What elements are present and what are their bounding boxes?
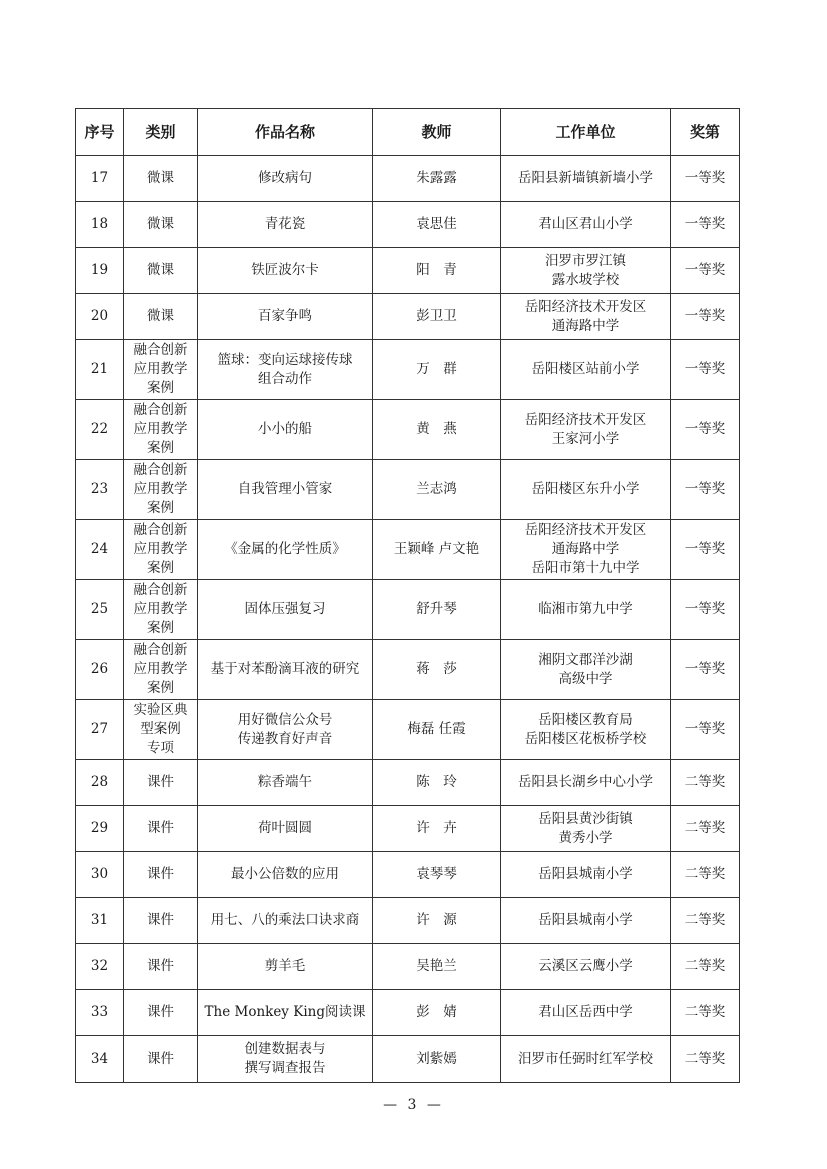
cell-no: 33 — [76, 990, 124, 1036]
cell-category: 微课 — [124, 156, 198, 202]
cell-unit: 岳阳楼区教育局 岳阳楼区花板桥学校 — [501, 700, 671, 760]
table-row — [76, 202, 740, 248]
cell-award: 二等奖 — [671, 990, 740, 1036]
cell-award: 二等奖 — [671, 852, 740, 898]
cell-teacher: 许 源 — [373, 898, 501, 944]
table-row — [76, 460, 740, 520]
cell-no: 18 — [76, 202, 124, 248]
cell-unit: 岳阳县城南小学 — [501, 852, 671, 898]
cell-no: 24 — [76, 520, 124, 580]
cell-no: 22 — [76, 400, 124, 460]
cell-teacher: 彭卫卫 — [373, 294, 501, 340]
cell-award: 二等奖 — [671, 760, 740, 806]
cell-award: 一等奖 — [671, 202, 740, 248]
cell-award: 一等奖 — [671, 700, 740, 760]
cell-title: 剪羊毛 — [198, 944, 373, 990]
cell-award: 二等奖 — [671, 944, 740, 990]
cell-unit: 君山区君山小学 — [501, 202, 671, 248]
cell-no: 30 — [76, 852, 124, 898]
header-title: 作品名称 — [198, 109, 373, 156]
table-row — [76, 852, 740, 898]
table-row — [76, 760, 740, 806]
cell-teacher: 王颖峰 卢文艳 — [373, 520, 501, 580]
cell-no: 19 — [76, 248, 124, 294]
cell-title: 荷叶圆圆 — [198, 806, 373, 852]
cell-unit: 岳阳县城南小学 — [501, 898, 671, 944]
header-teacher: 教师 — [373, 109, 501, 156]
cell-category: 课件 — [124, 1036, 198, 1083]
cell-title: 固体压强复习 — [198, 580, 373, 640]
cell-category: 课件 — [124, 898, 198, 944]
cell-title: 《金属的化学性质》 — [198, 520, 373, 580]
cell-award: 一等奖 — [671, 156, 740, 202]
cell-award: 一等奖 — [671, 640, 740, 700]
cell-category: 课件 — [124, 760, 198, 806]
cell-unit: 岳阳经济技术开发区 通海路中学 — [501, 294, 671, 340]
cell-unit: 岳阳楼区东升小学 — [501, 460, 671, 520]
cell-unit: 岳阳经济技术开发区 王家河小学 — [501, 400, 671, 460]
cell-award: 二等奖 — [671, 806, 740, 852]
cell-category: 课件 — [124, 852, 198, 898]
cell-teacher: 朱露露 — [373, 156, 501, 202]
table-row — [76, 520, 740, 580]
cell-title: 粽香端午 — [198, 760, 373, 806]
cell-title: 最小公倍数的应用 — [198, 852, 373, 898]
cell-no: 25 — [76, 580, 124, 640]
cell-unit: 岳阳楼区站前小学 — [501, 340, 671, 400]
cell-teacher: 黄 燕 — [373, 400, 501, 460]
cell-title: 基于对苯酚滴耳液的研究 — [198, 640, 373, 700]
cell-category: 课件 — [124, 990, 198, 1036]
cell-title: 自我管理小管家 — [198, 460, 373, 520]
cell-title: 创建数据表与 撰写调查报告 — [198, 1036, 373, 1083]
cell-teacher: 舒升琴 — [373, 580, 501, 640]
cell-category: 微课 — [124, 202, 198, 248]
cell-category: 微课 — [124, 294, 198, 340]
cell-category: 课件 — [124, 806, 198, 852]
cell-teacher: 陈 玲 — [373, 760, 501, 806]
cell-unit: 君山区岳西中学 — [501, 990, 671, 1036]
cell-award: 一等奖 — [671, 460, 740, 520]
table-row — [76, 294, 740, 340]
cell-no: 21 — [76, 340, 124, 400]
table-row — [76, 400, 740, 460]
cell-no: 26 — [76, 640, 124, 700]
cell-no: 29 — [76, 806, 124, 852]
cell-teacher: 袁琴琴 — [373, 852, 501, 898]
cell-teacher: 阳 青 — [373, 248, 501, 294]
cell-title: 篮球：变向运球接传球 组合动作 — [198, 340, 373, 400]
cell-award: 一等奖 — [671, 520, 740, 580]
cell-award: 二等奖 — [671, 898, 740, 944]
table-row — [76, 898, 740, 944]
cell-teacher: 彭 婧 — [373, 990, 501, 1036]
cell-no: 34 — [76, 1036, 124, 1083]
cell-no: 23 — [76, 460, 124, 520]
header-award: 奖第 — [671, 109, 740, 156]
cell-unit: 岳阳经济技术开发区 通海路中学 岳阳市第十九中学 — [501, 520, 671, 580]
cell-unit: 汨罗市任弼时红军学校 — [501, 1036, 671, 1083]
cell-unit: 岳阳县新墙镇新墙小学 — [501, 156, 671, 202]
table-row — [76, 156, 740, 202]
cell-no: 27 — [76, 700, 124, 760]
table-row — [76, 806, 740, 852]
cell-teacher: 梅磊 任霞 — [373, 700, 501, 760]
table-row — [76, 700, 740, 760]
header-no: 序号 — [76, 109, 124, 156]
cell-category: 融合创新 应用教学 案例 — [124, 460, 198, 520]
cell-unit: 岳阳县黄沙街镇 黄秀小学 — [501, 806, 671, 852]
header-row — [76, 109, 740, 156]
table-row — [76, 580, 740, 640]
cell-unit: 临湘市第九中学 — [501, 580, 671, 640]
cell-category: 课件 — [124, 944, 198, 990]
cell-teacher: 兰志鸿 — [373, 460, 501, 520]
cell-teacher: 万 群 — [373, 340, 501, 400]
header-category: 类别 — [124, 109, 198, 156]
cell-category: 融合创新 应用教学 案例 — [124, 580, 198, 640]
table-row — [76, 990, 740, 1036]
cell-teacher: 蒋 莎 — [373, 640, 501, 700]
cell-no: 31 — [76, 898, 124, 944]
cell-teacher: 吴艳兰 — [373, 944, 501, 990]
cell-title: 用七、八的乘法口诀求商 — [198, 898, 373, 944]
cell-no: 32 — [76, 944, 124, 990]
cell-no: 28 — [76, 760, 124, 806]
cell-category: 实验区典 型案例 专项 — [124, 700, 198, 760]
cell-category: 微课 — [124, 248, 198, 294]
cell-title: 修改病句 — [198, 156, 373, 202]
header-unit: 工作单位 — [501, 109, 671, 156]
cell-title: 青花瓷 — [198, 202, 373, 248]
table-row — [76, 944, 740, 990]
cell-title: The Monkey King阅读课 — [198, 990, 373, 1036]
table-row — [76, 640, 740, 700]
cell-award: 一等奖 — [671, 340, 740, 400]
cell-category: 融合创新 应用教学 案例 — [124, 520, 198, 580]
cell-category: 融合创新 应用教学 案例 — [124, 640, 198, 700]
cell-category: 融合创新 应用教学 案例 — [124, 400, 198, 460]
cell-no: 17 — [76, 156, 124, 202]
cell-unit: 湘阴文郡洋沙湖 高级中学 — [501, 640, 671, 700]
table-row — [76, 340, 740, 400]
cell-unit: 汨罗市罗江镇 露水坡学校 — [501, 248, 671, 294]
cell-unit: 岳阳县长湖乡中心小学 — [501, 760, 671, 806]
cell-unit: 云溪区云鹰小学 — [501, 944, 671, 990]
cell-award: 一等奖 — [671, 294, 740, 340]
cell-award: 一等奖 — [671, 400, 740, 460]
cell-no: 20 — [76, 294, 124, 340]
table-row — [76, 248, 740, 294]
cell-award: 一等奖 — [671, 248, 740, 294]
cell-teacher: 袁思佳 — [373, 202, 501, 248]
cell-award: 二等奖 — [671, 1036, 740, 1083]
cell-award: 一等奖 — [671, 580, 740, 640]
page-number: — 3 — — [383, 1097, 444, 1113]
table-row — [76, 1036, 740, 1083]
cell-title: 小小的船 — [198, 400, 373, 460]
cell-category: 融合创新 应用教学 案例 — [124, 340, 198, 400]
cell-teacher: 刘紫嫣 — [373, 1036, 501, 1083]
cell-title: 百家争鸣 — [198, 294, 373, 340]
award-table — [75, 108, 740, 1083]
cell-title: 用好微信公众号 传递教育好声音 — [198, 700, 373, 760]
cell-title: 铁匠波尔卡 — [198, 248, 373, 294]
cell-teacher: 许 卉 — [373, 806, 501, 852]
